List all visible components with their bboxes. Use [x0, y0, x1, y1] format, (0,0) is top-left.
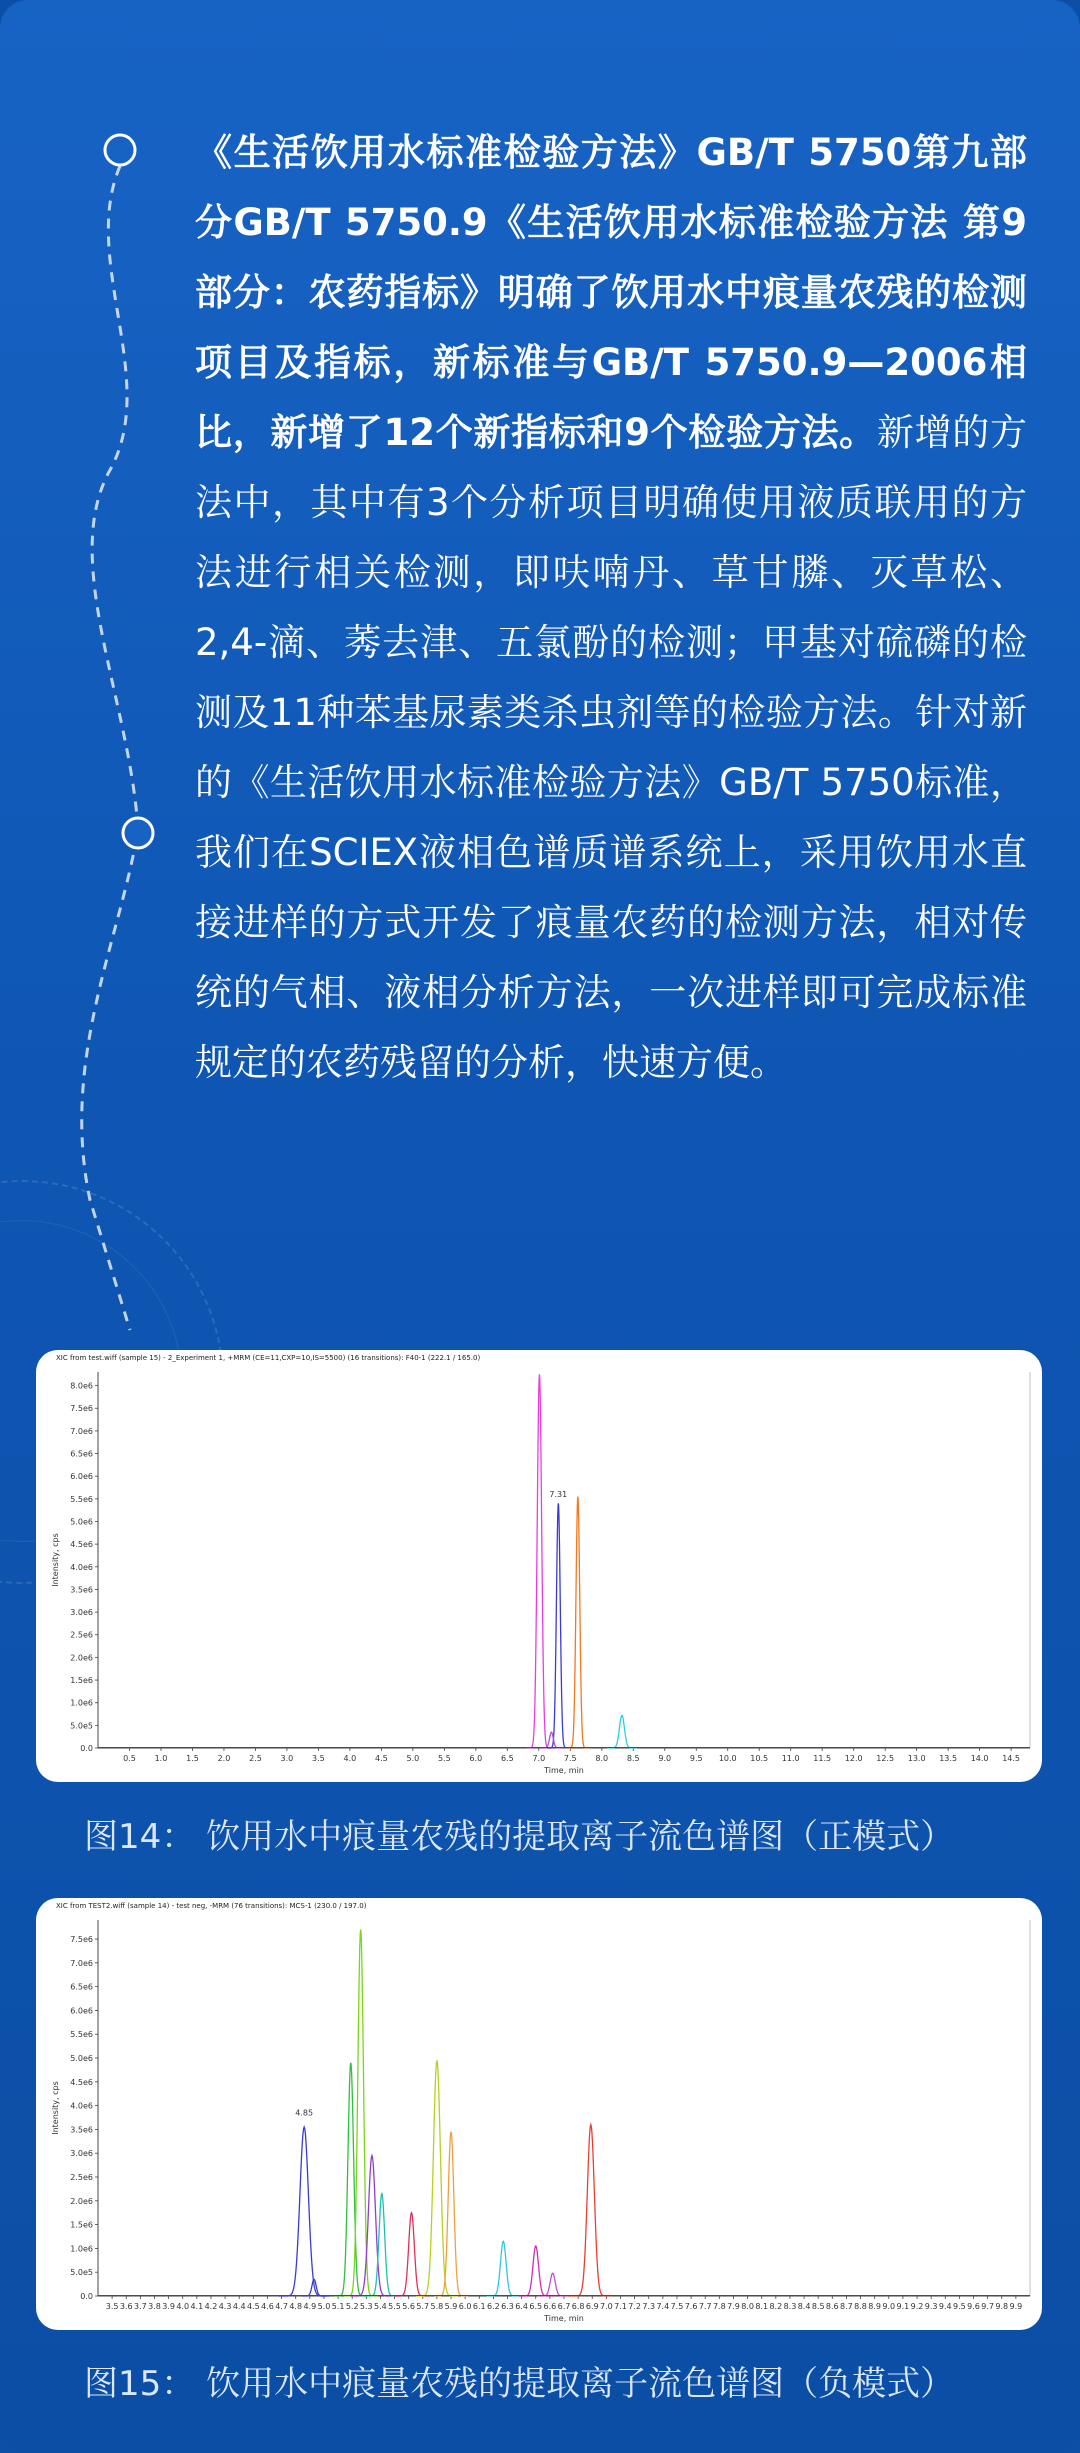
chart1-x-tick-label: 1.0 [154, 1754, 168, 1763]
chart2-x-tick-label: 7.1 [614, 2302, 627, 2311]
chart1-y-tick-label: 6.0e6 [70, 1472, 93, 1482]
chart2-x-tick-label: 4.6 [261, 2302, 274, 2311]
chart1-series-peak-4 [540, 1732, 563, 1748]
chart2-x-tick-label: 4.5 [246, 2302, 260, 2311]
chart2-x-tick-label: 6.5 [529, 2302, 543, 2311]
chart2-x-tick-label: 6.6 [543, 2302, 557, 2311]
chart1-x-tick-label: 5.0 [406, 1754, 420, 1763]
chart1-x-tick-label: 9.0 [658, 1754, 672, 1763]
chart1-y-tick-label: 5.5e6 [70, 1494, 93, 1504]
chart2-x-tick-label: 3.5 [105, 2302, 119, 2311]
chart2-x-tick-label: 3.7 [133, 2302, 147, 2311]
chart1-series-peak-1 [547, 1503, 570, 1748]
chart1-x-tick-label: 8.5 [626, 1754, 640, 1763]
chart2-x-tick-label: 5.8 [430, 2302, 444, 2311]
chart2-x-tick-label: 6.1 [472, 2302, 486, 2311]
chart1-x-tick-label: 1.5 [186, 1754, 199, 1763]
chart1-y-tick-label: 7.5e6 [70, 1404, 93, 1414]
chart2-y-tick-label: 6.5e6 [70, 1982, 93, 1992]
chart1-x-tick-label: 3.5 [312, 1754, 325, 1763]
chart2-y-tick-label: 3.0e6 [70, 2149, 93, 2159]
chart2-series-peak-5 [365, 2194, 399, 2296]
chart2-x-tick-label: 3.9 [162, 2302, 175, 2311]
chart1-x-tick-label: 2.0 [217, 1754, 231, 1763]
timeline-node-middle [123, 818, 153, 848]
chart2-x-tick-label: 7.4 [656, 2302, 670, 2311]
chart2-x-tick-label: 5.7 [416, 2302, 430, 2311]
chart2-y-tick-label: 5.0e5 [70, 2268, 93, 2278]
chart2-x-axis-label: Time, min [544, 2314, 584, 2323]
chart1-x-tick-label: 8.0 [595, 1754, 609, 1763]
chart2-x-tick-label: 6.4 [515, 2302, 529, 2311]
chart1-x-tick-label: 7.5 [563, 1754, 577, 1763]
chromatogram-negative-mode [36, 1898, 1042, 2330]
chart2-y-tick-label: 2.0e6 [70, 2196, 93, 2206]
chart2-series-peak-0 [279, 2127, 330, 2296]
chart1-series-peak-0 [526, 1374, 552, 1748]
chart2-x-tick-label: 9.8 [995, 2302, 1009, 2311]
chart2-x-tick-label: 3.8 [148, 2302, 161, 2311]
chart2-y-tick-label: 2.5e6 [70, 2173, 93, 2183]
chart2-x-tick-label: 6.8 [571, 2302, 585, 2311]
chart1-y-tick-label: 5.0e6 [70, 1517, 93, 1527]
chart1-series-peak-3 [607, 1715, 637, 1748]
chromatogram-positive-mode [36, 1350, 1042, 1782]
chart2-x-tick-label: 7.3 [642, 2302, 656, 2311]
chart1-x-tick-label: 13.0 [907, 1754, 926, 1763]
chart1-y-tick-label: 6.5e6 [70, 1449, 93, 1459]
chart2-x-tick-label: 5.3 [359, 2302, 373, 2311]
chart1-x-tick-label: 9.5 [689, 1754, 703, 1763]
chart2-series-peak-2 [334, 2063, 368, 2296]
chart1-y-axis-label: Intensity, cps [51, 1533, 60, 1587]
timeline-dashed-line [82, 166, 138, 1330]
chart1-y-tick-label: 8.0e6 [70, 1381, 93, 1391]
chart2-x-tick-label: 6.0 [458, 2302, 472, 2311]
chart2-x-tick-label: 7.9 [727, 2302, 740, 2311]
chart2-x-tick-label: 4.1 [190, 2302, 204, 2311]
chart2-x-tick-label: 5.2 [345, 2302, 359, 2311]
chart2-x-tick-label: 4.3 [218, 2302, 232, 2311]
chart1-x-tick-label: 13.5 [939, 1754, 958, 1763]
chart2-x-tick-label: 8.6 [825, 2302, 839, 2311]
chart2-x-tick-label: 9.2 [910, 2302, 924, 2311]
chart1-y-tick-label: 4.5e6 [70, 1540, 93, 1550]
chart2-x-tick-label: 5.1 [331, 2302, 345, 2311]
timeline-node-top [105, 135, 135, 165]
chart2-x-tick-label: 9.7 [981, 2302, 995, 2311]
chart2-x-tick-label: 8.3 [783, 2302, 797, 2311]
chart1-series-peak-2 [567, 1497, 590, 1748]
chart1-x-tick-label: 7.0 [532, 1754, 546, 1763]
chart2-x-tick-label: 8.5 [811, 2302, 825, 2311]
chart1-x-tick-label: 2.5 [249, 1754, 262, 1763]
chart1-x-tick-label: 4.0 [343, 1754, 357, 1763]
chart1-x-tick-label: 12.0 [844, 1754, 863, 1763]
timeline-decoration [0, 0, 200, 1340]
chart2-y-tick-label: 6.0e6 [70, 2006, 93, 2016]
chart2-x-tick-label: 6.2 [487, 2302, 500, 2311]
chart2-x-tick-label: 3.6 [119, 2302, 133, 2311]
chart1-y-tick-label: 1.0e6 [70, 1698, 93, 1708]
chart2-x-tick-label: 9.3 [924, 2302, 938, 2311]
chart2-y-tick-label: 3.5e6 [70, 2125, 93, 2135]
chart2-x-tick-label: 5.5 [388, 2302, 401, 2311]
chart-card-negative-mode [36, 1898, 1042, 2330]
chart2-x-tick-label: 5.0 [317, 2302, 331, 2311]
chart2-y-tick-label: 1.5e6 [70, 2220, 93, 2230]
chart1-y-tick-label: 1.5e6 [70, 1676, 93, 1686]
caption-fig15: 图15： 饮用水中痕量农残的提取离子流色谱图（负模式） [84, 2364, 955, 2404]
chart2-x-tick-label: 4.0 [176, 2302, 190, 2311]
chart2-x-tick-label: 9.5 [953, 2302, 966, 2311]
chart2-x-tick-label: 8.4 [797, 2302, 811, 2311]
chart1-x-tick-label: 5.5 [437, 1754, 451, 1763]
chart2-x-tick-label: 7.2 [628, 2302, 641, 2311]
chart2-x-tick-label: 4.4 [232, 2302, 246, 2311]
chart2-header: XIC from TEST2.wiff (sample 14) - test neg, -MRM (76 transitions): MCS-1 (230.0 / 197.0) [56, 1902, 367, 1910]
chart2-series-peak-7 [416, 2060, 458, 2296]
chart2-y-tick-label: 7.0e6 [70, 1958, 93, 1968]
chart1-y-tick-label: 2.5e6 [70, 1630, 93, 1640]
chart2-x-tick-label: 7.5 [670, 2302, 684, 2311]
intro-normal-text: 新增的方法中，其中有3个分析项目明确使用液质联用的方法进行相关检测，即呋喃丹、草甘膦、灭草松、2,4-滴、莠去津、五氯酚的检测；甲基对硫磷的检测及11种苯基尿素类杀虫剂等的检验方法。针对新的《生活饮用水标准检验方法》GB/T 5750标准，我们在SCIEX液相色谱质谱系统上，采用饮用水直接进样的方式开发了痕量农药的检测方法，相对传统的气相、液相分析方法，一次进样即可完成标准规定的农药残留的分析，快速方便。 [195, 411, 1027, 1084]
chart1-x-tick-label: 6.5 [500, 1754, 514, 1763]
chart2-y-tick-label: 1.0e6 [70, 2244, 93, 2254]
chart1-y-tick-label: 3.0e6 [70, 1608, 93, 1618]
chart1-peak-label-0: 7.31 [549, 1489, 568, 1499]
chart2-x-tick-label: 8.8 [854, 2302, 867, 2311]
chart2-y-tick-label: 5.5e6 [70, 2030, 93, 2040]
chart2-x-tick-label: 9.4 [938, 2302, 952, 2311]
intro-paragraph [195, 118, 1027, 1098]
chart2-series-peak-10 [519, 2246, 553, 2296]
chart1-x-tick-label: 3.0 [280, 1754, 294, 1763]
chart1-y-tick-label: 2.0e6 [70, 1653, 93, 1663]
chart2-peak-label-0: 4.85 [295, 2108, 314, 2118]
chart2-x-tick-label: 8.1 [755, 2302, 769, 2311]
chart1-x-axis-label: Time, min [544, 1766, 584, 1775]
chart1-header: XIC from test.wiff (sample 15) - 2_Experiment 1, +MRM (CE=11,CXP=10,IS=5500) (16 transitions): F40-1 (222.1 / 165.0) [56, 1354, 481, 1362]
chart2-x-tick-label: 8.7 [840, 2302, 853, 2311]
chart2-series-peak-9 [486, 2241, 520, 2296]
chart1-y-tick-label: 0.0 [80, 1744, 93, 1753]
chart2-x-tick-label: 4.8 [289, 2302, 303, 2311]
chart2-series-peak-8 [434, 2132, 468, 2296]
chart1-x-tick-label: 12.5 [876, 1754, 895, 1763]
chart2-x-tick-label: 5.9 [444, 2302, 458, 2311]
chart2-x-tick-label: 4.7 [275, 2302, 288, 2311]
caption-fig14: 图14： 饮用水中痕量农残的提取离子流色谱图（正模式） [84, 1817, 955, 1857]
chart2-y-axis-label: Intensity, cps [51, 2081, 60, 2135]
chart1-x-tick-label: 14.0 [970, 1754, 989, 1763]
chart1-x-tick-label: 10.5 [750, 1754, 769, 1763]
chart1-x-tick-label: 4.5 [375, 1754, 388, 1763]
chart2-series-peak-12 [570, 2125, 612, 2296]
chart1-y-tick-label: 3.5e6 [70, 1585, 93, 1595]
chart2-x-tick-label: 8.2 [769, 2302, 783, 2311]
chart2-x-tick-label: 6.9 [585, 2302, 599, 2311]
chart2-x-tick-label: 8.9 [868, 2302, 882, 2311]
chart1-y-tick-label: 7.0e6 [70, 1426, 93, 1436]
chart-card-positive-mode [36, 1350, 1042, 1782]
chart2-x-tick-label: 9.9 [1009, 2302, 1023, 2311]
chart1-x-tick-label: 14.5 [1002, 1754, 1021, 1763]
chart1-x-tick-label: 11.5 [813, 1754, 832, 1763]
chart2-x-tick-label: 7.7 [698, 2302, 712, 2311]
chart1-y-tick-label: 4.0e6 [70, 1562, 93, 1572]
chart2-x-tick-label: 4.9 [303, 2302, 317, 2311]
chart1-x-tick-label: 10.0 [718, 1754, 737, 1763]
chart2-y-tick-label: 4.5e6 [70, 2077, 93, 2087]
chart2-y-tick-label: 5.0e6 [70, 2054, 93, 2064]
chart2-y-tick-label: 7.5e6 [70, 1935, 93, 1945]
chart2-x-tick-label: 7.0 [599, 2302, 613, 2311]
chart2-x-tick-label: 5.4 [374, 2302, 387, 2311]
chart2-x-tick-label: 8.0 [741, 2302, 754, 2311]
chart2-x-tick-label: 6.3 [501, 2302, 514, 2311]
chart2-x-tick-label: 7.8 [712, 2302, 726, 2311]
chart2-x-tick-label: 4.2 [204, 2302, 218, 2311]
chart2-x-tick-label: 6.7 [557, 2302, 571, 2311]
chart1-x-tick-label: 6.0 [469, 1754, 483, 1763]
chart2-x-tick-label: 5.6 [402, 2302, 416, 2311]
chart2-series-peak-6 [395, 2213, 429, 2296]
chart1-x-tick-label: 11.0 [781, 1754, 800, 1763]
chart2-y-tick-label: 0.0 [80, 2292, 93, 2301]
intro-bold-text: 《生活饮用水标准检验方法》GB/T 5750第九部分GB/T 5750.9《生活饮用水标准检验方法 第9部分：农药指标》明确了饮用水中痕量农残的检测项目及指标，新标准与GB/T 5750.9—2006相比，新增了12个新指标和9个检验方法。 [195, 131, 1027, 454]
chart2-y-tick-label: 4.0e6 [70, 2101, 93, 2111]
chart2-x-tick-label: 7.6 [684, 2302, 698, 2311]
chart2-x-tick-label: 9.6 [967, 2302, 980, 2311]
chart2-x-tick-label: 9.0 [882, 2302, 896, 2311]
chart1-y-tick-label: 5.0e5 [70, 1721, 93, 1731]
chart2-x-tick-label: 9.1 [896, 2302, 910, 2311]
chart1-x-tick-label: 0.5 [123, 1754, 136, 1763]
